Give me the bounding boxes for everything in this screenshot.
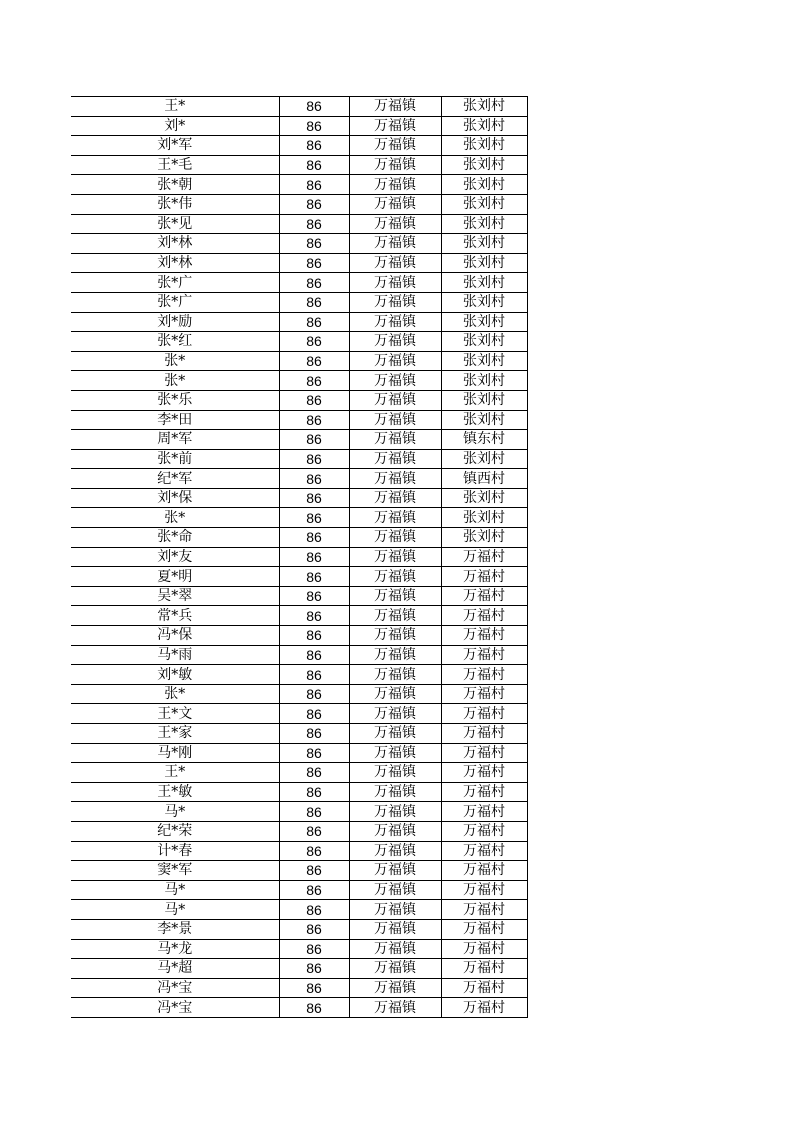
- village-cell: 张刘村: [441, 371, 527, 391]
- score-cell: 86: [279, 469, 349, 489]
- village-cell: 万福村: [441, 998, 527, 1018]
- town-cell: 万福镇: [349, 684, 441, 704]
- name-cell: 马*雨: [71, 645, 279, 665]
- town-cell: 万福镇: [349, 214, 441, 234]
- village-cell: 万福村: [441, 919, 527, 939]
- score-cell: 86: [279, 998, 349, 1018]
- table-row: [71, 704, 527, 724]
- town-cell: 万福镇: [349, 97, 441, 117]
- table-row: [71, 586, 527, 606]
- name-cell: 吴*翠: [71, 586, 279, 606]
- score-cell: 86: [279, 802, 349, 822]
- village-cell: 张刘村: [441, 390, 527, 410]
- town-cell: 万福镇: [349, 782, 441, 802]
- village-cell: 万福村: [441, 606, 527, 626]
- name-cell: 刘*林: [71, 234, 279, 254]
- town-cell: 万福镇: [349, 880, 441, 900]
- town-cell: 万福镇: [349, 900, 441, 920]
- town-cell: 万福镇: [349, 547, 441, 567]
- score-cell: 86: [279, 371, 349, 391]
- score-cell: 86: [279, 488, 349, 508]
- town-cell: 万福镇: [349, 430, 441, 450]
- table-row: [71, 998, 527, 1018]
- table-row: [71, 626, 527, 646]
- name-cell: 张*广: [71, 292, 279, 312]
- name-cell: 张*朝: [71, 175, 279, 195]
- name-cell: 刘*林: [71, 253, 279, 273]
- table-row: [71, 253, 527, 273]
- village-cell: 万福村: [441, 939, 527, 959]
- table-row: [71, 194, 527, 214]
- town-cell: 万福镇: [349, 292, 441, 312]
- town-cell: 万福镇: [349, 743, 441, 763]
- town-cell: 万福镇: [349, 332, 441, 352]
- score-cell: 86: [279, 332, 349, 352]
- name-cell: 张*: [71, 508, 279, 528]
- town-cell: 万福镇: [349, 665, 441, 685]
- table-row: [71, 763, 527, 783]
- village-cell: 张刘村: [441, 155, 527, 175]
- table-body: [71, 97, 527, 1018]
- town-cell: 万福镇: [349, 606, 441, 626]
- name-cell: 张*: [71, 371, 279, 391]
- name-cell: 王*敏: [71, 782, 279, 802]
- village-cell: 张刘村: [441, 136, 527, 156]
- village-cell: 万福村: [441, 821, 527, 841]
- score-cell: 86: [279, 547, 349, 567]
- town-cell: 万福镇: [349, 919, 441, 939]
- name-cell: 张*命: [71, 528, 279, 548]
- score-cell: 86: [279, 606, 349, 626]
- table-row: [71, 155, 527, 175]
- score-cell: 86: [279, 136, 349, 156]
- table-row: [71, 97, 527, 117]
- table-row: [71, 469, 527, 489]
- name-cell: 王*家: [71, 724, 279, 744]
- village-cell: 万福村: [441, 861, 527, 881]
- town-cell: 万福镇: [349, 978, 441, 998]
- town-cell: 万福镇: [349, 390, 441, 410]
- score-cell: 86: [279, 508, 349, 528]
- score-cell: 86: [279, 684, 349, 704]
- town-cell: 万福镇: [349, 253, 441, 273]
- score-cell: 86: [279, 743, 349, 763]
- name-cell: 张*: [71, 351, 279, 371]
- village-cell: 张刘村: [441, 292, 527, 312]
- town-cell: 万福镇: [349, 312, 441, 332]
- town-cell: 万福镇: [349, 273, 441, 293]
- table-row: [71, 900, 527, 920]
- table-row: [71, 821, 527, 841]
- town-cell: 万福镇: [349, 802, 441, 822]
- table-row: [71, 214, 527, 234]
- score-cell: 86: [279, 97, 349, 117]
- score-cell: 86: [279, 175, 349, 195]
- village-cell: 万福村: [441, 880, 527, 900]
- table-row: [71, 234, 527, 254]
- town-cell: 万福镇: [349, 175, 441, 195]
- name-cell: 刘*军: [71, 136, 279, 156]
- name-cell: 马*: [71, 900, 279, 920]
- table-row: [71, 782, 527, 802]
- name-cell: 计*春: [71, 841, 279, 861]
- town-cell: 万福镇: [349, 351, 441, 371]
- village-cell: 万福村: [441, 900, 527, 920]
- name-cell: 张*乐: [71, 390, 279, 410]
- name-cell: 刘*友: [71, 547, 279, 567]
- village-cell: 张刘村: [441, 351, 527, 371]
- table-row: [71, 939, 527, 959]
- score-cell: 86: [279, 919, 349, 939]
- table-row: [71, 665, 527, 685]
- score-cell: 86: [279, 782, 349, 802]
- table-row: [71, 528, 527, 548]
- town-cell: 万福镇: [349, 567, 441, 587]
- score-cell: 86: [279, 586, 349, 606]
- table-row: [71, 978, 527, 998]
- name-cell: 周*军: [71, 430, 279, 450]
- score-cell: 86: [279, 665, 349, 685]
- score-cell: 86: [279, 430, 349, 450]
- village-cell: 万福村: [441, 763, 527, 783]
- score-cell: 86: [279, 704, 349, 724]
- score-cell: 86: [279, 273, 349, 293]
- village-cell: 万福村: [441, 665, 527, 685]
- table-row: [71, 547, 527, 567]
- village-cell: 张刘村: [441, 449, 527, 469]
- town-cell: 万福镇: [349, 998, 441, 1018]
- table-row: [71, 488, 527, 508]
- table-row: [71, 743, 527, 763]
- name-cell: 王*: [71, 97, 279, 117]
- table-row: [71, 390, 527, 410]
- data-table: [71, 96, 528, 1018]
- table-row: [71, 410, 527, 430]
- name-cell: 冯*宝: [71, 978, 279, 998]
- town-cell: 万福镇: [349, 469, 441, 489]
- name-cell: 刘*敏: [71, 665, 279, 685]
- name-cell: 王*毛: [71, 155, 279, 175]
- table-row: [71, 116, 527, 136]
- village-cell: 万福村: [441, 626, 527, 646]
- village-cell: 镇西村: [441, 469, 527, 489]
- village-cell: 万福村: [441, 704, 527, 724]
- score-cell: 86: [279, 861, 349, 881]
- score-cell: 86: [279, 939, 349, 959]
- village-cell: 万福村: [441, 724, 527, 744]
- score-cell: 86: [279, 449, 349, 469]
- score-cell: 86: [279, 155, 349, 175]
- village-cell: 张刘村: [441, 332, 527, 352]
- table-row: [71, 449, 527, 469]
- name-cell: 夏*明: [71, 567, 279, 587]
- name-cell: 刘*保: [71, 488, 279, 508]
- town-cell: 万福镇: [349, 959, 441, 979]
- name-cell: 张*见: [71, 214, 279, 234]
- name-cell: 张*伟: [71, 194, 279, 214]
- town-cell: 万福镇: [349, 704, 441, 724]
- table-row: [71, 175, 527, 195]
- village-cell: 张刘村: [441, 528, 527, 548]
- name-cell: 纪*军: [71, 469, 279, 489]
- village-cell: 万福村: [441, 802, 527, 822]
- score-cell: 86: [279, 978, 349, 998]
- name-cell: 王*文: [71, 704, 279, 724]
- village-cell: 张刘村: [441, 273, 527, 293]
- name-cell: 冯*宝: [71, 998, 279, 1018]
- name-cell: 马*刚: [71, 743, 279, 763]
- town-cell: 万福镇: [349, 861, 441, 881]
- village-cell: 镇东村: [441, 430, 527, 450]
- name-cell: 张*红: [71, 332, 279, 352]
- village-cell: 张刘村: [441, 488, 527, 508]
- town-cell: 万福镇: [349, 371, 441, 391]
- town-cell: 万福镇: [349, 586, 441, 606]
- table-row: [71, 880, 527, 900]
- name-cell: 马*: [71, 802, 279, 822]
- town-cell: 万福镇: [349, 116, 441, 136]
- table-row: [71, 273, 527, 293]
- village-cell: 万福村: [441, 743, 527, 763]
- score-cell: 86: [279, 410, 349, 430]
- name-cell: 刘*: [71, 116, 279, 136]
- village-cell: 万福村: [441, 586, 527, 606]
- town-cell: 万福镇: [349, 724, 441, 744]
- name-cell: 李*田: [71, 410, 279, 430]
- village-cell: 万福村: [441, 684, 527, 704]
- name-cell: 窦*军: [71, 861, 279, 881]
- town-cell: 万福镇: [349, 645, 441, 665]
- village-cell: 万福村: [441, 841, 527, 861]
- town-cell: 万福镇: [349, 136, 441, 156]
- score-cell: 86: [279, 821, 349, 841]
- village-cell: 万福村: [441, 782, 527, 802]
- town-cell: 万福镇: [349, 234, 441, 254]
- table-row: [71, 684, 527, 704]
- table-row: [71, 430, 527, 450]
- village-cell: 万福村: [441, 978, 527, 998]
- table-row: [71, 802, 527, 822]
- score-cell: 86: [279, 626, 349, 646]
- score-cell: 86: [279, 312, 349, 332]
- name-cell: 王*: [71, 763, 279, 783]
- name-cell: 纪*荣: [71, 821, 279, 841]
- score-cell: 86: [279, 880, 349, 900]
- score-cell: 86: [279, 724, 349, 744]
- table-row: [71, 508, 527, 528]
- table-row: [71, 351, 527, 371]
- town-cell: 万福镇: [349, 626, 441, 646]
- table-row: [71, 606, 527, 626]
- name-cell: 冯*保: [71, 626, 279, 646]
- village-cell: 张刘村: [441, 410, 527, 430]
- score-cell: 86: [279, 841, 349, 861]
- score-cell: 86: [279, 253, 349, 273]
- name-cell: 刘*励: [71, 312, 279, 332]
- village-cell: 万福村: [441, 645, 527, 665]
- score-cell: 86: [279, 567, 349, 587]
- name-cell: 常*兵: [71, 606, 279, 626]
- score-cell: 86: [279, 645, 349, 665]
- town-cell: 万福镇: [349, 528, 441, 548]
- town-cell: 万福镇: [349, 763, 441, 783]
- town-cell: 万福镇: [349, 821, 441, 841]
- village-cell: 张刘村: [441, 116, 527, 136]
- village-cell: 万福村: [441, 547, 527, 567]
- name-cell: 马*: [71, 880, 279, 900]
- table-row: [71, 371, 527, 391]
- village-cell: 张刘村: [441, 508, 527, 528]
- name-cell: 李*景: [71, 919, 279, 939]
- village-cell: 张刘村: [441, 253, 527, 273]
- score-cell: 86: [279, 194, 349, 214]
- name-cell: 张*前: [71, 449, 279, 469]
- table-row: [71, 861, 527, 881]
- score-cell: 86: [279, 234, 349, 254]
- table-row: [71, 312, 527, 332]
- town-cell: 万福镇: [349, 194, 441, 214]
- name-cell: 马*超: [71, 959, 279, 979]
- village-cell: 万福村: [441, 567, 527, 587]
- table-row: [71, 959, 527, 979]
- village-cell: 张刘村: [441, 214, 527, 234]
- village-cell: 张刘村: [441, 175, 527, 195]
- name-cell: 张*: [71, 684, 279, 704]
- name-cell: 张*广: [71, 273, 279, 293]
- village-cell: 张刘村: [441, 194, 527, 214]
- town-cell: 万福镇: [349, 449, 441, 469]
- score-cell: 86: [279, 763, 349, 783]
- table-row: [71, 136, 527, 156]
- table-row: [71, 332, 527, 352]
- table-row: [71, 919, 527, 939]
- score-cell: 86: [279, 351, 349, 371]
- score-cell: 86: [279, 959, 349, 979]
- village-cell: 张刘村: [441, 234, 527, 254]
- table-row: [71, 724, 527, 744]
- town-cell: 万福镇: [349, 939, 441, 959]
- village-cell: 万福村: [441, 959, 527, 979]
- score-cell: 86: [279, 528, 349, 548]
- town-cell: 万福镇: [349, 155, 441, 175]
- table-row: [71, 292, 527, 312]
- table-row: [71, 841, 527, 861]
- town-cell: 万福镇: [349, 410, 441, 430]
- score-cell: 86: [279, 116, 349, 136]
- score-cell: 86: [279, 292, 349, 312]
- table-row: [71, 567, 527, 587]
- town-cell: 万福镇: [349, 488, 441, 508]
- score-cell: 86: [279, 900, 349, 920]
- village-cell: 张刘村: [441, 312, 527, 332]
- town-cell: 万福镇: [349, 841, 441, 861]
- score-cell: 86: [279, 214, 349, 234]
- table-row: [71, 645, 527, 665]
- score-cell: 86: [279, 390, 349, 410]
- town-cell: 万福镇: [349, 508, 441, 528]
- village-cell: 张刘村: [441, 97, 527, 117]
- name-cell: 马*龙: [71, 939, 279, 959]
